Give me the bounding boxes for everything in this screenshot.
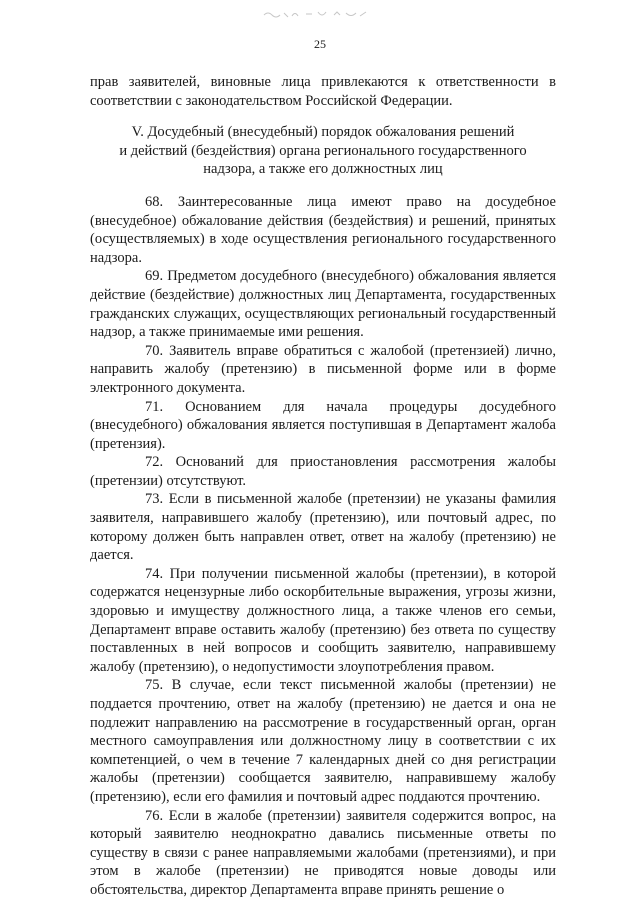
paragraph-75: 75. В случае, если текст письменной жалобы (претензии) не поддается прочтению, ответ на жалобу (претензию) не дается и она не подлежит направлению на рассмотрение в государственный орган, орган местного самоуправления или должностному лицу в соответствии с их компетенцией, о чем в течение 7 календарных дней со дня регистрации жалобы (претензии) сообщается заявителю, направившему жалобу (претензию), если его фамилия и почтовый адрес поддаются прочтению. [90,677,556,805]
section-heading-line-1: V. Досудебный (внесудебный) порядок обжалования решений [131,124,515,141]
paragraph-69: 69. Предметом досудебного (внесудебного) обжалования является действие (бездействие) должностных лиц Департамента, государственных гражданских служащих, осуществляющих региональный государственный надзор, а также принимаемые ими решения. [90,268,556,341]
paragraph-76: 76. Если в жалобе (претензии) заявителя содержится вопрос, на который заявителю неоднократно давались письменные ответы по существу в связи с ранее направляемыми жалобами (претензиями), и при этом в жалобе (претензии) не приводятся новые доводы или обстоятельства, директор Департамента вправе принять решение о [90,807,556,898]
paragraph-74: 74. При получении письменной жалобы (претензии), в которой содержатся нецензурные либо оскорбительные выражения, угрозы жизни, здоровью и имуществу должностного лица, а также членов его семьи, Департамент вправе оставить жалобу (претензию) без ответа по существу поставленных в ней вопросов и сообщить заявителю, направившему жалобу (претензию), о недопустимости злоупотребления правом. [90,565,556,675]
section-heading-line-2: и действий (бездействия) органа регионального государственного [119,142,527,159]
section-heading-line-3: надзора, а также его должностных лиц [203,161,443,178]
intro-paragraph: прав заявителей, виновные лица привлекаются к ответственности в соответствии с законодательством Российской Федерации. [90,74,556,109]
paragraph-71: 71. Основанием для начала процедуры досудебного (внесудебного) обжалования является поступившая в Департамент жалоба (претензия). [90,398,556,452]
section-heading [90,123,556,179]
paragraph-73: 73. Если в письменной жалобе (претензии) не указаны фамилия заявителя, направившего жалобу (претензию), или почтовый адрес, по которому должен быть направлен ответ, ответ на жалобу (претензию) не дается. [90,491,556,564]
document-body [90,73,556,900]
faint-stamp-mark [262,8,372,20]
page-number: 25 [314,37,326,51]
paragraph-68: 68. Заинтересованные лица имеют право на досудебное (внесудебное) обжалование действия (бездействия) и решений, принятых (осуществляемых) в ходе осуществления регионального государственного надзора. [90,193,556,266]
paragraph-72: 72. Оснований для приостановления рассмотрения жалобы (претензии) отсутствуют. [90,454,556,489]
paragraph-70: 70. Заявитель вправе обратиться с жалобой (претензией) лично, направить жалобу (претензию) в письменной форме или в форме электронного документа. [90,342,556,396]
